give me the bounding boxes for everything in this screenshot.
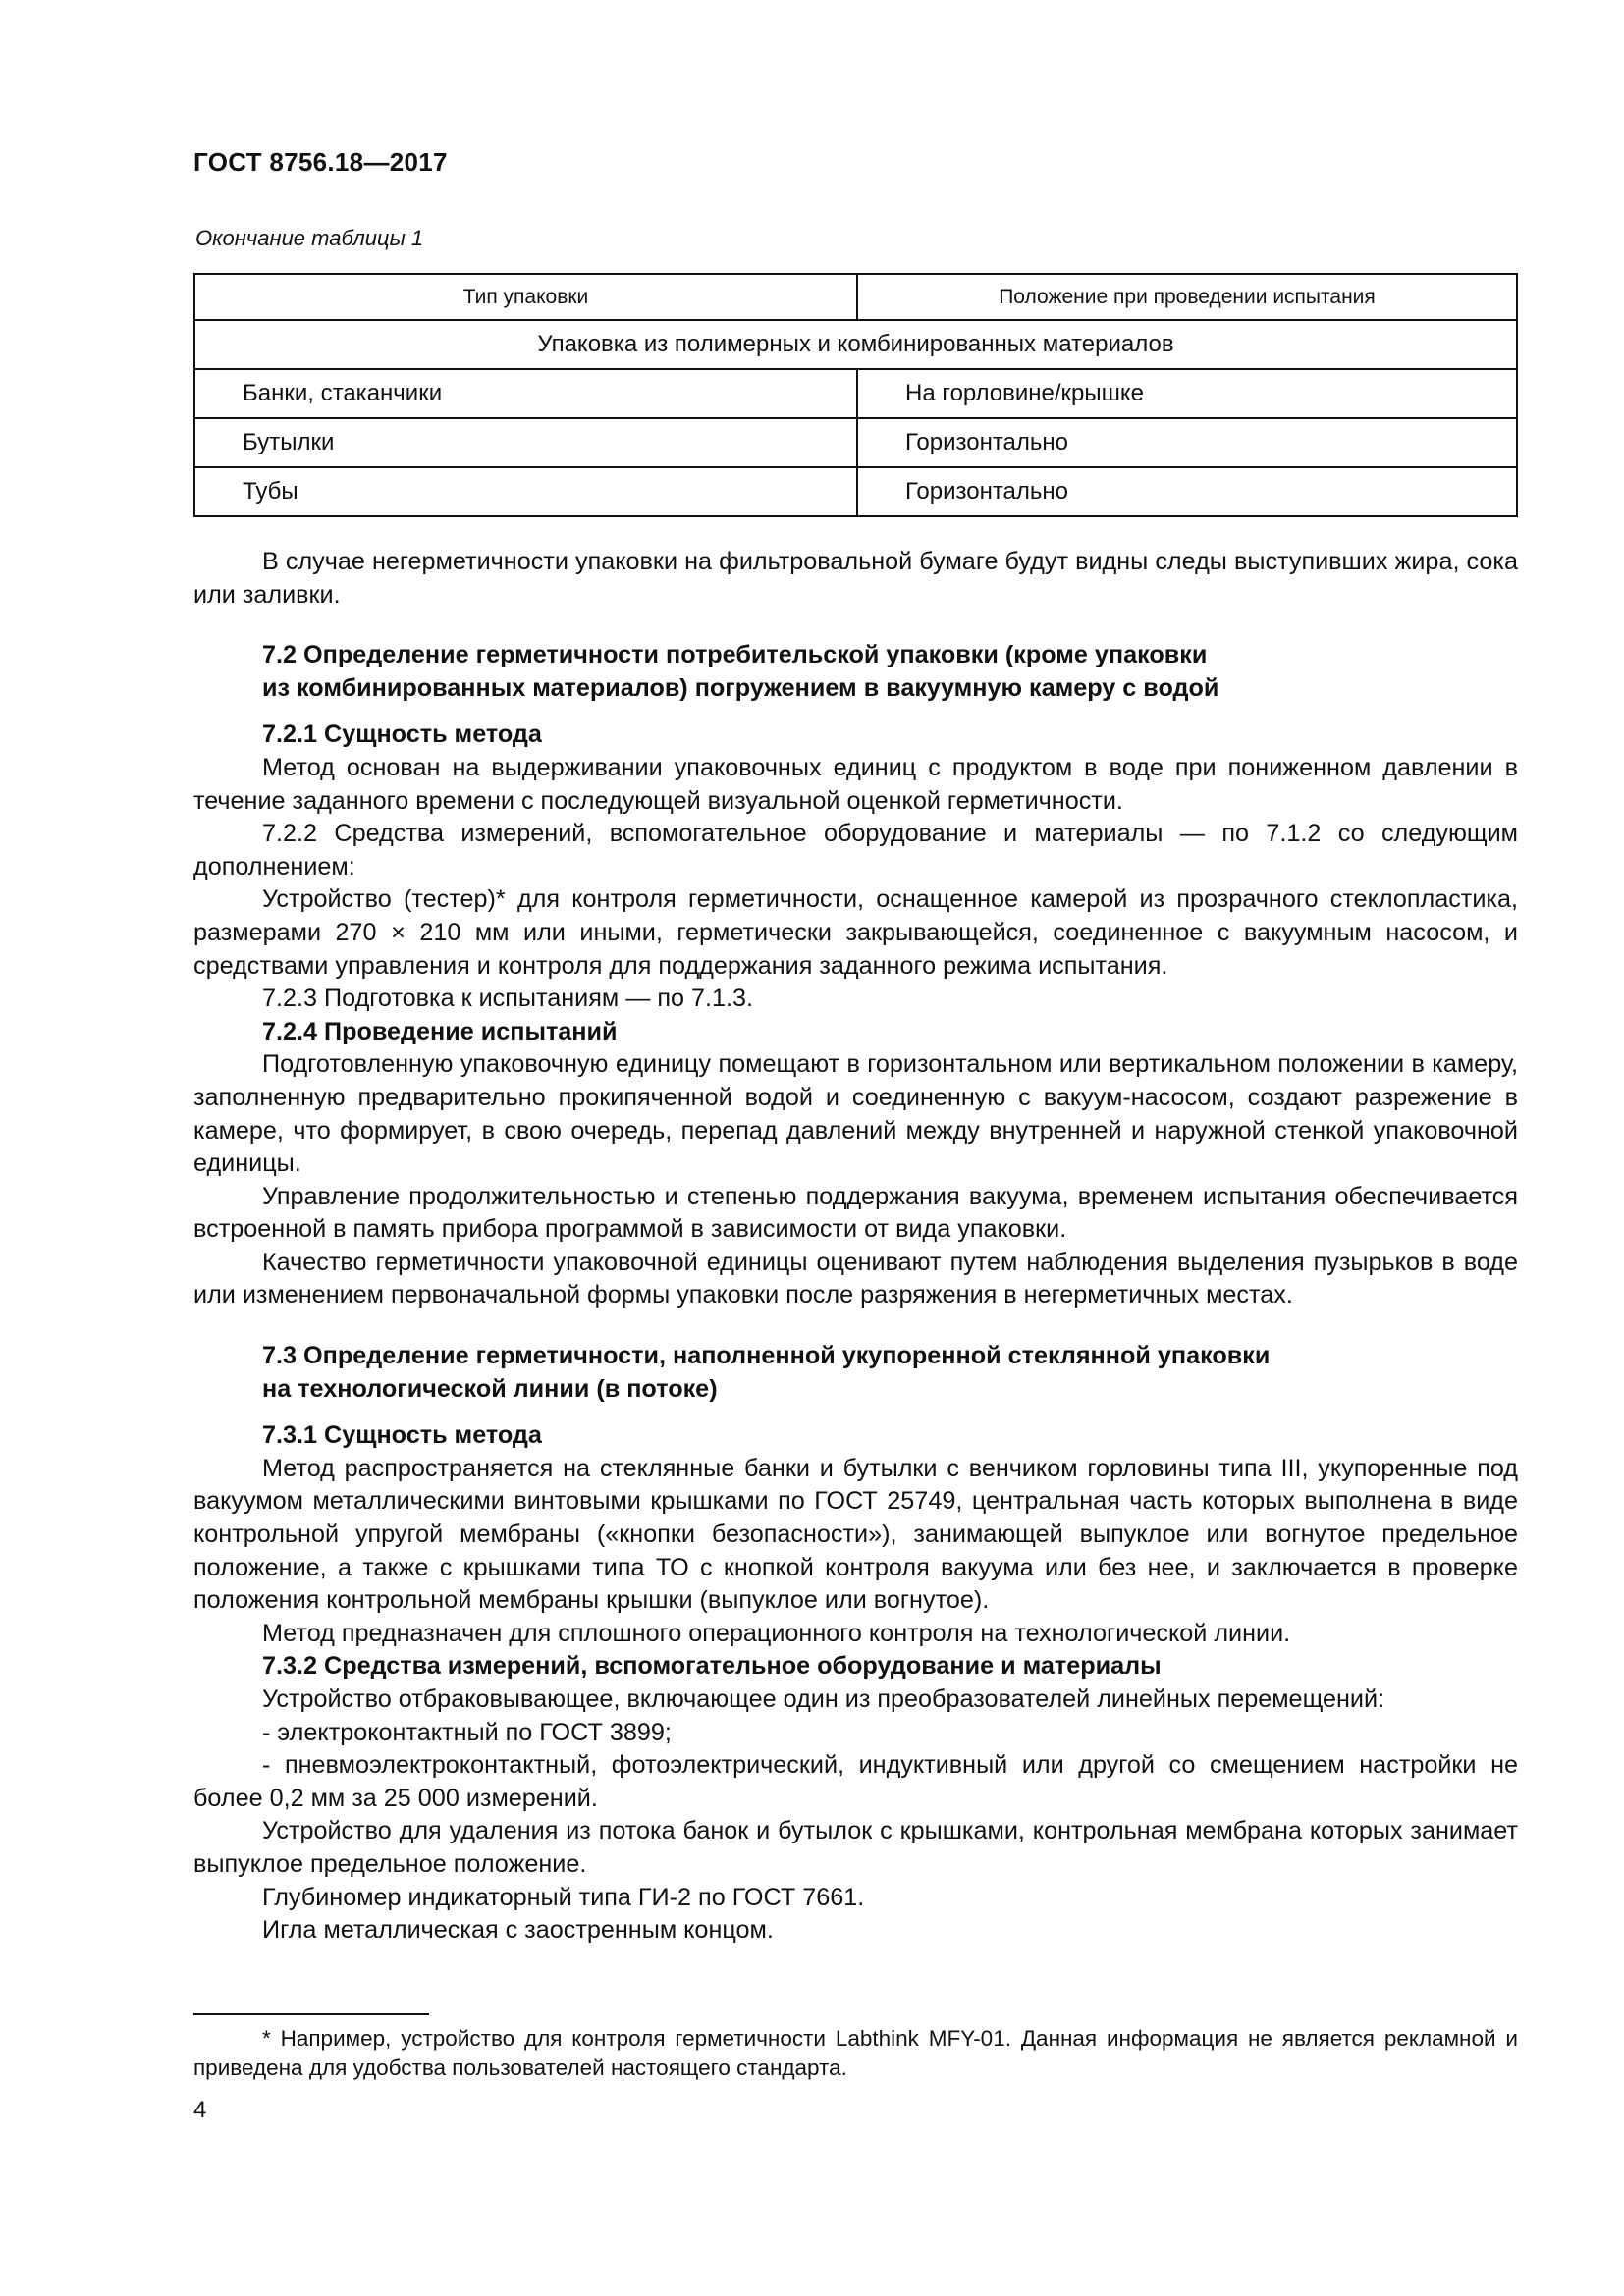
table-section-row — [194, 320, 1517, 369]
subsection-heading-7-3-2: 7.3.2 Средства измерений, вспомогательное оборудование и материалы — [262, 1652, 1162, 1681]
footnote: * Например, устройство для контроля герметичности Labthink MFY-01. Данная информация не является рекламной и приведена для удобства пользователей настоящего стандарта. — [193, 2026, 1518, 2080]
paragraph: Игла металлическая с заостренным концом. — [262, 1916, 774, 1945]
table-row — [194, 369, 1517, 418]
column-header-package-type: Тип упаковки — [194, 274, 857, 320]
table-cell: Тубы — [194, 467, 857, 516]
table-cell: Горизонтально — [857, 467, 1517, 516]
paragraph: Метод предназначен для сплошного операционного контроля на технологической линии. — [262, 1619, 1291, 1647]
footnote-separator — [193, 2013, 429, 2015]
section-heading-7-2-line2: из комбинированных материалов) погружением в вакуумную камеру с водой — [262, 673, 1219, 702]
paragraph: Метод основан на выдерживании упаковочных единиц с продуктом в воде при пониженном давлении в течение заданного времени с последующей визуальной оценкой герметичности. — [193, 753, 1518, 815]
table-row — [194, 467, 1517, 516]
table-section-title: Упаковка из полимерных и комбинированных материалов — [194, 320, 1517, 369]
paragraph: В случае негерметичности упаковки на фильтровальной бумаге будут видны следы выступивших жира, сока или заливки. — [193, 548, 1518, 609]
paragraph: 7.2.3 Подготовка к испытаниям — по 7.1.3. — [262, 985, 754, 1013]
table-cell: Банки, стаканчики — [194, 369, 857, 418]
section-heading-7-3-line1: 7.3 Определение герметичности, наполненной укупоренной стеклянной упаковки — [262, 1342, 1271, 1370]
table-cell: Бутылки — [194, 418, 857, 467]
page-number: 4 — [193, 2097, 207, 2123]
table-row — [194, 418, 1517, 467]
paragraph: Устройство (тестер)* для контроля герметичности, оснащенное камерой из прозрачного стеклопластика, размерами 270 × 210 мм или иными, герметически закрывающейся, соединенное с вакуумным насосом, и средствами управления и контроля для поддержания заданного режима испытания. — [193, 885, 1518, 980]
body-text — [193, 546, 1518, 1948]
section-heading-7-3-line2: на технологической линии (в потоке) — [262, 1374, 718, 1403]
packaging-position-table — [193, 273, 1518, 517]
table-header-row — [194, 274, 1517, 320]
column-header-test-position: Положение при проведении испытания — [857, 274, 1517, 320]
table-cell: Горизонтально — [857, 418, 1517, 467]
table-caption: Окончание таблицы 1 — [195, 226, 424, 250]
list-item: - пневмоэлектроконтактный, фотоэлектрический, индуктивный или другой со смещением настройки не более 0,2 мм за 25 000 измерений. — [193, 1751, 1518, 1812]
subsection-heading-7-2-4: 7.2.4 Проведение испытаний — [262, 1017, 618, 1045]
table-cell: На горловине/крышке — [857, 369, 1517, 418]
standard-code: ГОСТ 8756.18—2017 — [193, 147, 448, 177]
paragraph: Устройство для удаления из потока банок и бутылок с крышками, контрольная мембрана которых занимает выпуклое предельное положение. — [193, 1817, 1518, 1878]
paragraph: Устройство отбраковывающее, включающее один из преобразователей линейных перемещений: — [262, 1685, 1385, 1713]
list-item: - электроконтактный по ГОСТ 3899; — [262, 1718, 672, 1746]
paragraph: Подготовленную упаковочную единицу помещают в горизонтальном или вертикальном положении в камеру, заполненную предварительно прокипяченной водой и соединенную с вакуум-насосом, создают разрежение в камере, что формирует, в свою очередь, перепад давлений между внутренней и наружной стенкой упаковочной единицы. — [193, 1050, 1518, 1178]
paragraph: Глубиномер индикаторный типа ГИ-2 по ГОСТ 7661. — [262, 1883, 865, 1911]
paragraph: 7.2.2 Средства измерений, вспомогательное оборудование и материалы — по 7.1.2 со следующим дополнением: — [193, 820, 1518, 881]
subsection-heading-7-2-1: 7.2.1 Сущность метода — [262, 721, 542, 749]
subsection-heading-7-3-1: 7.3.1 Сущность метода — [262, 1421, 542, 1450]
paragraph: Качество герметичности упаковочной единицы оценивают путем наблюдения выделения пузырьков в воде или изменением первоначальной формы упаковки после разряжения в негерметичных местах. — [193, 1248, 1518, 1309]
paragraph: Управление продолжительностью и степенью поддержания вакуума, временем испытания обеспечивается встроенной в память прибора программой в зависимости от вида упаковки. — [193, 1182, 1518, 1244]
section-heading-7-2-line1: 7.2 Определение герметичности потребительской упаковки (кроме упаковки — [262, 641, 1208, 669]
paragraph: Метод распространяется на стеклянные банки и бутылки с венчиком горловины типа III, укупоренные под вакуумом металлическими винтовыми крышками по ГОСТ 25749, центральная часть которых выполнена в виде контрольной упругой мембраны («кнопки безопасности»), занимающей выпуклое или вогнутое предельное положение, а также с крышками типа ТО с кнопкой контроля вакуума или без нее, и заключается в проверке положения контрольной мембраны крышки (выпуклое или вогнутое). — [193, 1454, 1518, 1615]
